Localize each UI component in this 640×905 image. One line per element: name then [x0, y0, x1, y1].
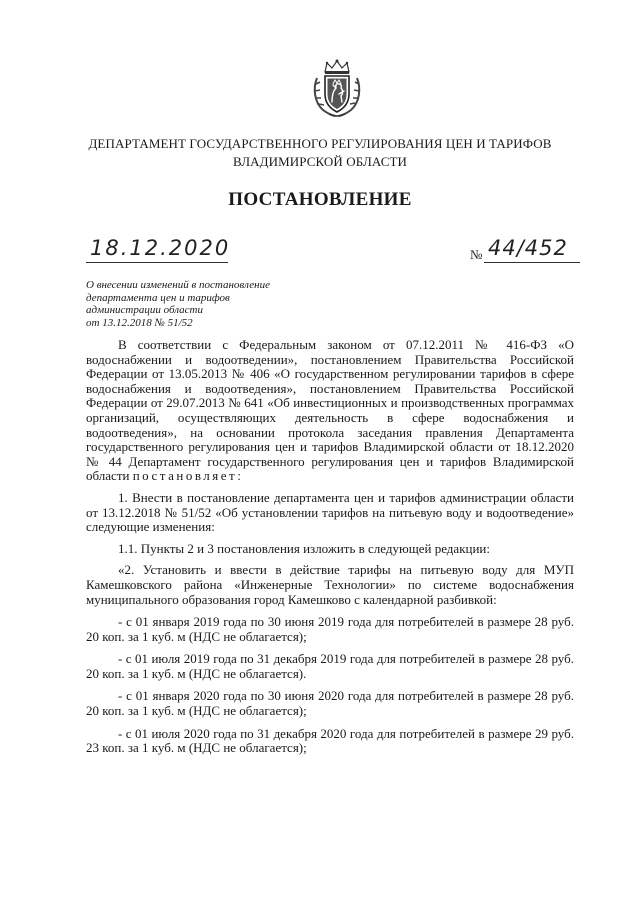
item-1-1-paragraph: 1.1. Пункты 2 и 3 постановления изложить в следующей редакции:	[118, 540, 490, 556]
tariff-paragraph: - с 01 июля 2019 года по 31 декабря 2019 года для потребителей в размере 28 руб. 20 коп. за 1 куб. м (НДС не облагается).	[86, 651, 574, 681]
item-2-paragraph: «2. Установить и ввести в действие тарифы на питьевую воду для МУП Камешковского района «Инженерные Технологии» по системе водоснабжения муниципального образования город Камешково с календарной разбивкой:	[86, 562, 574, 607]
item-1-paragraph: 1. Внести в постановление департамента цен и тарифов администрации области от 13.12.2018 № 51/52 «Об установлении тарифов на питьевую воду и водоотведение» следующие изменения:	[86, 489, 574, 535]
tariff-paragraph: - с 01 января 2020 года по 30 июня 2020 года для потребителей в размере 28 руб. 20 коп. за 1 куб. м (НДС не облагается);	[86, 688, 574, 719]
document-title: ПОСТАНОВЛЕНИЕ	[228, 189, 412, 210]
date-underline	[86, 262, 228, 263]
document-number: 44/452	[488, 236, 568, 260]
document-date: 18.12.2020	[90, 236, 231, 260]
document-body	[86, 338, 574, 756]
department-name-line1: ДЕПАРТАМЕНТ ГОСУДАРСТВЕННОГО РЕГУЛИРОВАНИЯ ЦЕН И ТАРИФОВ	[88, 136, 552, 151]
subject-line: администрации области	[86, 304, 203, 316]
tariff-paragraph: - с 01 июля 2020 года по 31 декабря 2020 года для потребителей в размере 29 руб. 23 коп. за 1 куб. м (НДС не облагается);	[86, 725, 574, 756]
coat-of-arms-icon	[311, 58, 363, 118]
document-subject	[86, 279, 326, 329]
subject-line: О внесении изменений в постановление	[86, 279, 270, 291]
department-name-line2: ВЛАДИМИРСКОЙ ОБЛАСТИ	[232, 154, 408, 169]
subject-line: департамента цен и тарифов	[86, 291, 230, 304]
subject-line: от 13.12.2018 № 51/52	[86, 316, 193, 329]
decree-word: постановляет:	[132, 468, 244, 484]
preamble-paragraph	[86, 338, 574, 484]
number-sign: №	[470, 247, 483, 262]
preamble-text: В соответствии с Федеральным законом от 07.12.2011 № 416-ФЗ «О водоснабжении и водоотведении», постановлением Правительства Российской Федерации от 13.05.2013 № 406 «О государственном регулировании тарифов в сфере водоснабжения и водоотведения», постановлением Правительства Российской Федерации от 29.07.2013 № 641 «Об инвестиционных и производственных программах организаций, осуществляющих деятельность в сфере водоснабжения и водоотведения», на основании протокола заседания правления Департамента государственного регулирования цен и тарифов Владимирской области от 18.12.2020 № 44 Департамент государственного регулирования цен и тарифов Владимирской области	[86, 337, 574, 484]
tariff-paragraph: - с 01 января 2019 года по 30 июня 2019 года для потребителей в размере 28 руб. 20 коп. за 1 куб. м (НДС не облагается);	[86, 614, 574, 644]
number-underline	[484, 262, 580, 263]
